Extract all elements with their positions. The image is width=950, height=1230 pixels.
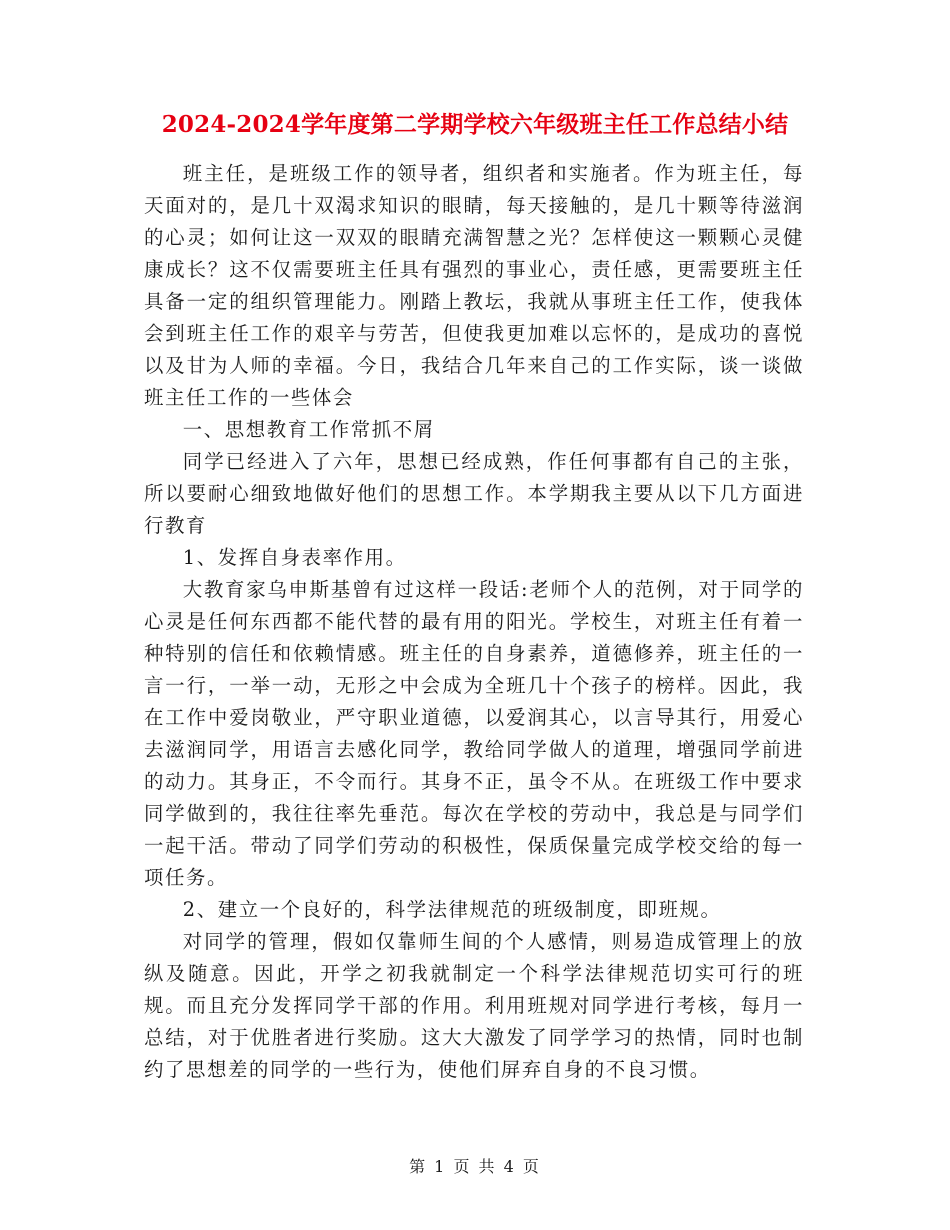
paragraph-intro: 班主任，是班级工作的领导者，组织者和实施者。作为班主任，每天面对的，是几十双渴求知识的眼睛，每天接触的，是几十颗等待滋润的心灵；如何让这一双双的眼睛充满智慧之光？怎样使这一颗颗心灵健康成长？这不仅需要班主任具有强烈的事业心，责任感，更需要班主任具备一定的组织管理能力。刚踏上教坛，我就从事班主任工作，使我体会到班主任工作的艰辛与劳苦，但使我更加难以忘怀的，是成功的喜悦以及甘为人师的幸福。今日，我结合几年来自己的工作实际，谈一谈做班主任工作的一些体会	[144, 162, 804, 409]
subheading-1: 1、发挥自身表率作用。	[182, 546, 407, 569]
document-title: 2024-2024学年度第二学期学校六年级班主任工作总结小结	[161, 111, 789, 138]
document-body	[144, 158, 804, 1086]
subheading-2: 2、建立一个良好的，科学法律规范的班级制度，即班规。	[182, 898, 722, 921]
paragraph-subsection-1: 大教育家乌申斯基曾有过这样一段话:老师个人的范例，对于同学的心灵是任何东西都不能代替的最有用的阳光。学校生，对班主任有着一种特别的信任和依赖情感。班主任的自身素养，道德修养，班主任的一言一行，一举一动，无形之中会成为全班几十个孩子的榜样。因此，我在工作中爱岗敬业，严守职业道德，以爱润其心，以言导其行，用爱心去滋润同学，用语言去感化同学，教给同学做人的道理，增强同学前进的动力。其身正，不令而行。其身不正，虽令不从。在班级工作中要求同学做到的，我往往率先垂范。每次在学校的劳动中，我总是与同学们一起干活。带动了同学们劳动的积极性，保质保量完成学校交给的每一项任务。	[144, 578, 804, 889]
page-footer: 第 1 页 共 4 页	[409, 1157, 541, 1176]
section-heading-1: 一、思想教育工作常抓不屑	[182, 418, 435, 441]
paragraph-section-1: 同学已经进入了六年，思想已经成熟，作任何事都有自己的主张，所以要耐心细致地做好他们的思想工作。本学期我主要从以下几方面进行教育	[144, 450, 804, 537]
paragraph-subsection-2: 对同学的管理，假如仅靠师生间的个人感情，则易造成管理上的放纵及随意。因此，开学之初我就制定一个科学法律规范切实可行的班规。而且充分发挥同学干部的作用。利用班规对同学进行考核，每月一总结，对于优胜者进行奖励。这大大激发了同学学习的热情，同时也制约了思想差的同学的一些行为，使他们屏弃自身的不良习惯。	[144, 930, 804, 1081]
